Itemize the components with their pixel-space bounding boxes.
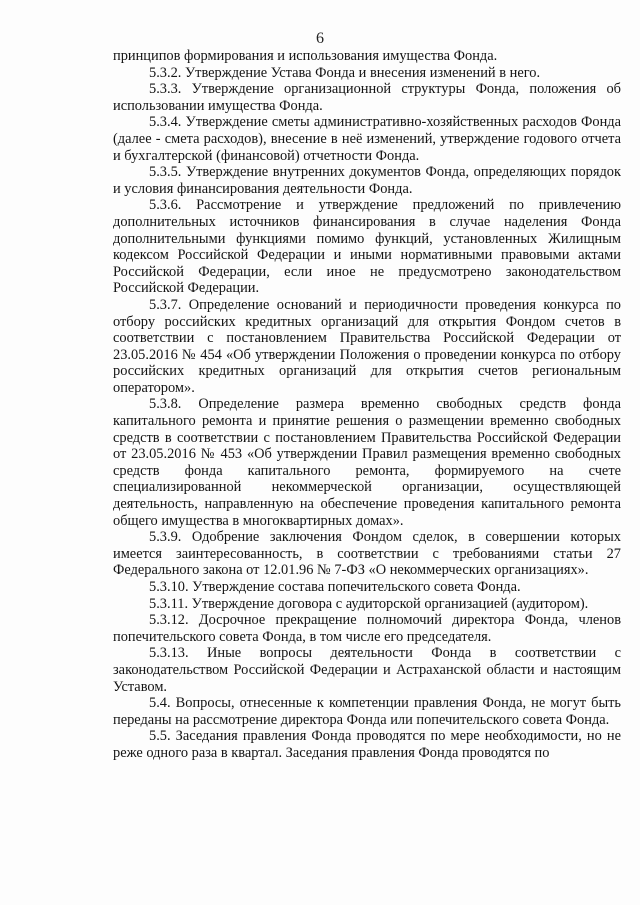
paragraph: 5.3.13. Иные вопросы деятельности Фонда в соответствии с законодательством Российской Федерации и Астраханской области и настоящим Уставом.: [113, 645, 621, 695]
paragraph: 5.3.10. Утверждение состава попечительского совета Фонда.: [149, 579, 521, 595]
paragraph: 5.3.9. Одобрение заключения Фондом сделок, в совершении которых имеется заинтересованность, в соответствии с требованиями статьи 27 Федерального закона от 12.01.96 № 7-ФЗ «О некоммерческих организациях».: [113, 529, 621, 579]
paragraph: 5.3.3. Утверждение организационной структуры Фонда, положения об использовании имущества Фонда.: [113, 81, 621, 114]
paragraph: 5.3.5. Утверждение внутренних документов Фонда, определяющих порядок и условия финансирования деятельности Фонда.: [113, 164, 621, 197]
continued-paragraph: принципов формирования и использования имущества Фонда.: [113, 48, 498, 64]
page-number: 6: [316, 30, 324, 47]
paragraph: 5.3.8. Определение размера временно свободных средств фонда капитального ремонта и принятие решения о размещении временно свободных средств в соответствии с постановлением Правительства Российской Федерации от 23.05.2016 № 453 «Об утверждении Правил размещения временно свободных средств фонда капитального ремонта, формируемого на счете специализированной некоммерческой организации, осуществляющей деятельность, направленную на обеспечение проведения капитального ремонта общего имущества в многоквартирных домах».: [113, 396, 621, 529]
paragraph: 5.3.12. Досрочное прекращение полномочий директора Фонда, членов попечительского совета Фонда, в том числе его председателя.: [113, 612, 621, 645]
paragraph: 5.3.11. Утверждение договора с аудиторской организацией (аудитором).: [149, 595, 589, 612]
paragraph: 5.3.7. Определение оснований и периодичности проведения конкурса по отбору российских кредитных организаций для открытия Фондом счетов в соответствии с постановлением Правительства Российской Федерации от 23.05.2016 № 454 «Об утверждении Положения о проведении конкурса по отбору российских кредитных организаций для открытия счетов региональным оператором».: [113, 296, 621, 396]
document-body: [113, 48, 621, 762]
paragraph: 5.3.2. Утверждение Устава Фонда и внесения изменений в него.: [149, 64, 541, 81]
paragraph: 5.4. Вопросы, отнесенные к компетенции правления Фонда, не могут быть переданы на рассмотрение директора Фонда или попечительского совета Фонда.: [113, 695, 621, 728]
paragraph: 5.5. Заседания правления Фонда проводятся по мере необходимости, но не реже одного раза в квартал. Заседания правления Фонда проводятся по: [113, 728, 621, 761]
paragraph: 5.3.4. Утверждение сметы административно-хозяйственных расходов Фонда (далее - смета расходов), внесение в неё изменений, утверждение годового отчета и бухгалтерской (финансовой) отчетности Фонда.: [113, 114, 621, 164]
paragraph: 5.3.6. Рассмотрение и утверждение предложений по привлечению дополнительных источников финансирования в случае наделения Фонда дополнительными функциями помимо функций, установленных Жилищным кодексом Российской Федерации и иными нормативными правовыми актами Российской Федерации, если иное не предусмотрено законодательством Российской Федерации.: [113, 197, 621, 297]
